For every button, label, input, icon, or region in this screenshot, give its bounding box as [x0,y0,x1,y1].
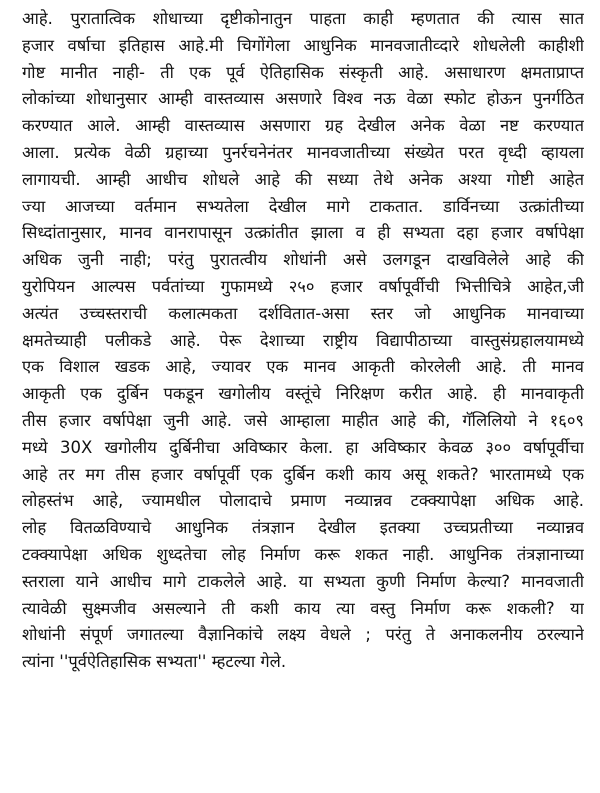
body-paragraph [22,6,584,676]
text-line: आहे. पुरातात्विक शोधाच्या दृष्टीकोनातुन पाहता काही म्हणतात की त्यास सात [22,9,584,28]
text-line: स्तराला याने आधीच मागे टाकलेले आहे. या सभ्यता कुणी निर्माण केल्या? मानवजाती [22,571,584,591]
text-line: त्यावेळी सुक्ष्मजीव असल्याने ती कशी काय त्या वस्तु निर्माण करू शकली? या [22,598,584,618]
text-line: तीस हजार वर्षापेक्षा जुनी आहे. जसे आम्हाला माहीत आहे की, गॅलिलियो ने १६०९ [22,410,584,430]
text-line: अधिक जुनी नाही; परंतु पुरातत्वीय शोधांनी असे उलगडून दाखविलेले आहे की [22,250,584,270]
text-line: ज्या आजच्या वर्तमान सभ्यतेला देखील मागे टाकतात. डार्विनच्या उत्क्रांतीच्या [22,196,584,216]
document-page [22,6,584,676]
text-line: लोह वितळविण्याचे आधुनिक तंत्रज्ञान देखील इतक्या उच्चप्रतीच्या नव्यान्नव [22,518,584,538]
text-line: शोधांनी संपूर्ण जगातल्या वैज्ञानिकांचे लक्ष्य वेधले ; परंतु ते अनाकलनीय ठरल्याने [22,625,584,645]
text-line: हजार वर्षाचा इतिहास आहे.मी चिगोंगेला आधुनिक मानवजातीव्दारे शोधलेली काहीशी [22,35,584,55]
text-line: युरोपियन आल्पस पर्वतांच्या गुफामध्ये २५० हजार वर्षापूर्वीची भित्तीचित्रे आहेत,जी [22,276,584,296]
text-line: एक विशाल खडक आहे, ज्यावर एक मानव आकृती कोरलेली आहे. ती मानव [22,357,584,377]
text-line: टक्क्यापेक्षा अधिक शुध्दतेचा लोह निर्माण करू शकत नाही. आधुनिक तंत्रज्ञानाच्या [22,544,584,564]
text-line: सिध्दांतानुसार, मानव वानरापासून उत्क्रांतीत झाला व ही सभ्यता दहा हजार वर्षापेक्षा [22,223,584,243]
text-line: अत्यंत उच्चस्तराची कलात्मकता दर्शवितात-असा स्तर जो आधुनिक मानवाच्या [22,303,584,323]
text-line: करण्यात आले. आम्ही वास्तव्यास असणारा ग्रह देखील अनेक वेळा नष्ट करण्यात [22,116,584,136]
text-line: लागायची. आम्ही आधीच शोधले आहे की सध्या तेथे अनेक अश्या गोष्टी आहेत [22,169,584,189]
text-line: त्यांना ''पूर्वऐतिहासिक सभ्यता'' म्हटल्या गेले. [22,652,287,672]
text-line: गोष्ट मानीत नाही- ती एक पूर्व ऐतिहासिक संस्कृती आहे. असाधारण क्षमताप्राप्त [22,62,584,82]
text-line: आकृती एक दुर्बिन पकडून खगोलीय वस्तूंचे निरिक्षण करीत आहे. ही मानवाकृती [22,384,584,404]
text-line: मध्ये 30X खगोलीय दुर्बिनीचा अविष्कार केला. हा अविष्कार केवळ ३०० वर्षापूर्वीचा [22,437,584,457]
text-line: आहे तर मग तीस हजार वर्षापूर्वी एक दुर्बिन कशी काय असू शकते? भारतामध्ये एक [22,464,584,484]
text-line: लोकांच्या शोधानुसार आम्ही वास्तव्यास असणारे विश्व नऊ वेळा स्फोट होऊन पुनर्गठित [22,89,584,109]
text-line: क्षमतेच्याही पलीकडे आहे. पेरू देशाच्या राष्ट्रीय विद्यापीठाच्या वास्तुसंग्रहालयामध्ये [22,330,584,350]
text-line: लोहस्तंभ आहे, ज्यामधील पोलादाचे प्रमाण नव्यान्नव टक्क्यापेक्षा अधिक आहे. [22,491,584,511]
text-line: आला. प्रत्येक वेळी ग्रहाच्या पुनर्रचनेनंतर मानवजातीच्या संख्येत परत वृध्दी व्हायला [22,142,584,162]
